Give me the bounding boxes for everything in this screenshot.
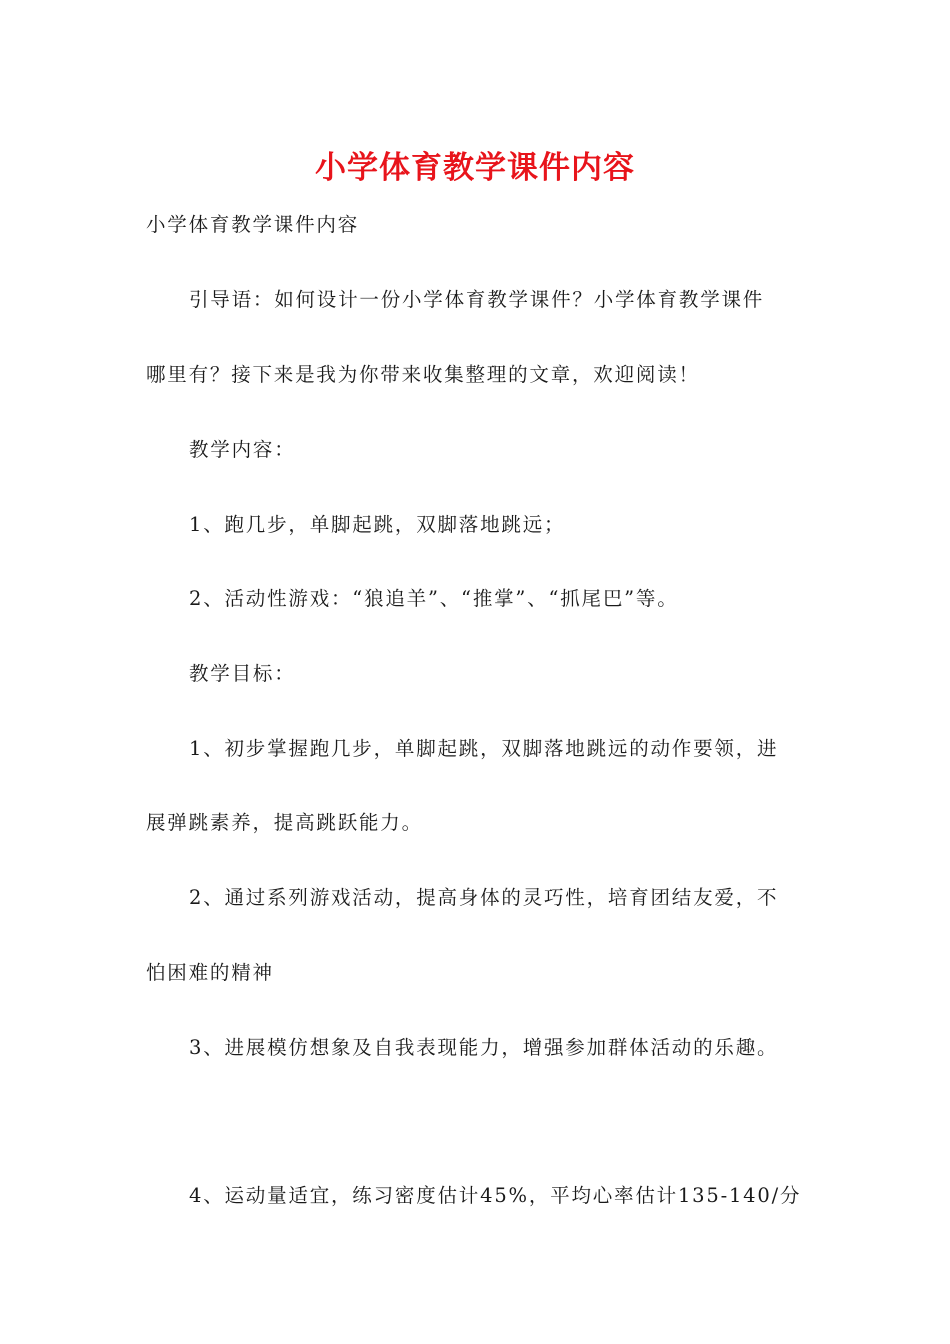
goal-item-2-line-1: 2、通过系列游戏活动，提高身体的灵巧性，培育团结友爱，不 bbox=[189, 886, 779, 909]
goal-item-4: 4、运动量适宜，练习密度估计45%，平均心率估计135-140/分 bbox=[189, 1184, 802, 1207]
intro-line-1: 引导语：如何设计一份小学体育教学课件？小学体育教学课件 bbox=[189, 288, 765, 311]
goal-item-3: 3、进展模仿想象及自我表现能力，增强参加群体活动的乐趣。 bbox=[189, 1036, 779, 1059]
content-item-2: 2、活动性游戏：“狼追羊”、“推掌”、“抓尾巴”等。 bbox=[189, 587, 679, 610]
goal-item-1-line-2: 展弹跳素养，提高跳跃能力。 bbox=[146, 811, 423, 834]
section-heading-goals: 教学目标： bbox=[189, 662, 296, 685]
goal-item-1-line-1: 1、初步掌握跑几步，单脚起跳，双脚落地跳远的动作要领，进 bbox=[189, 737, 779, 760]
content-item-1: 1、跑几步，单脚起跳，双脚落地跳远； bbox=[189, 513, 566, 536]
goal-item-2-line-2: 怕困难的精神 bbox=[146, 961, 274, 984]
intro-line-2: 哪里有？接下来是我为你带来收集整理的文章，欢迎阅读！ bbox=[146, 363, 700, 386]
document-title: 小学体育教学课件内容 bbox=[315, 150, 635, 186]
section-heading-content: 教学内容： bbox=[189, 438, 296, 461]
subtitle-line: 小学体育教学课件内容 bbox=[146, 213, 360, 236]
